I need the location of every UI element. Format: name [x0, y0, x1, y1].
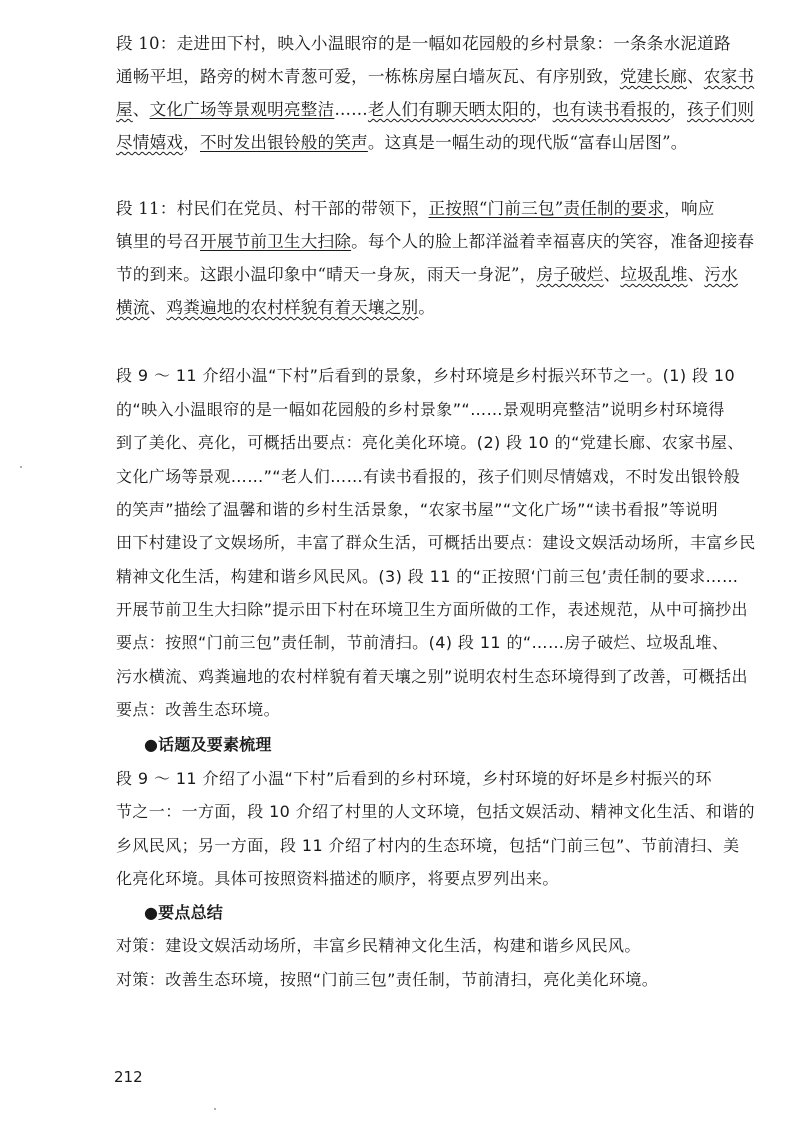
- summary-line: 对策：改善生态环境，按照“门前三包”责任制，节前清扫，亮化美化环境。: [116, 970, 659, 989]
- wavy-underlined-text: 党建长廊: [619, 67, 687, 86]
- para10-line-3: [116, 100, 755, 120]
- analysis-line: 段 9 ～ 11 介绍小温“下村”后看到的景象，乡村环境是乡村振兴环节之一。(1) 段 10: [116, 366, 736, 385]
- analysis-line: 的笑声”描绘了温馨和谐的乡村生活景象，“农家书屋”“文化广场”“读书看报”等说明: [116, 500, 719, 519]
- para10-text: ，: [535, 100, 553, 119]
- section1-line: 节之一：一方面，段 10 介绍了村里的人文环境，包括文娱活动、精神文化生活、和谐的: [116, 802, 755, 821]
- analysis-line: 开展节前卫生大扫除”提示田下村在环境卫生方面所做的工作，表述规范，从中可摘抄出: [116, 600, 748, 619]
- para10-text: 通畅平坦，路旁的树木青葱可爱，一栋栋房屋白墙灰瓦、有序别致，: [116, 67, 620, 86]
- para10-text: ，: [670, 100, 688, 119]
- para11-text: 。每个人的脸上都洋溢着幸福喜庆的笑容，准备迎接春: [351, 232, 755, 251]
- analysis-line: 要点：改善生态环境。: [116, 700, 281, 719]
- section1-line: 乡风民风；另一方面，段 11 介绍了村内的生态环境，包括“门前三包”、节前清扫、美: [116, 836, 740, 855]
- wavy-underlined-text: 农家书: [703, 67, 755, 86]
- wavy-underlined-text: 横流: [116, 298, 150, 317]
- underlined-text: 开展节前卫生大扫除: [199, 232, 352, 251]
- para11-text: 。: [418, 298, 436, 317]
- para11-text: 镇里的号召: [116, 232, 200, 251]
- para10-text: 、: [132, 100, 150, 119]
- para10-text: ，: [183, 133, 200, 152]
- analysis-line: 文化广场等景观……”“老人们……有读书看报的，孩子们则尽情嬉戏，不时发出银铃般: [116, 467, 741, 486]
- para11-text: 节的到来。这跟小温印象中“晴天一身灰，雨天一身泥”，: [116, 265, 537, 284]
- wavy-underlined-text: 老人们有聊天晒太阳的: [367, 100, 536, 119]
- wavy-underlined-text: 房子破烂: [536, 265, 604, 284]
- scan-speck: [214, 1108, 216, 1110]
- wavy-underlined-text: 孩子们则: [687, 100, 755, 119]
- para10-text: 段 10：走进田下村，映入小温眼帘的是一幅如花园般的乡村景象：一条条水泥道路: [116, 34, 731, 53]
- section-heading-text: 话题及要素梳理: [158, 735, 272, 754]
- section-heading-text: 要点总结: [158, 903, 223, 922]
- para10-line-2: [116, 67, 755, 87]
- analysis-line: 到了美化、亮化，可概括出要点：亮化美化环境。(2) 段 10 的“党建长廊、农家书屋、: [116, 433, 744, 452]
- page-number: 212: [114, 1068, 143, 1086]
- para10-line-1: [116, 34, 731, 54]
- para10-text: 、: [687, 67, 704, 86]
- para11-line-2: [116, 232, 755, 252]
- para11-line-3: [116, 265, 738, 285]
- para11-text: 、: [149, 298, 167, 317]
- wavy-underlined-text: 垃圾乱堆: [620, 265, 688, 284]
- section1-line: 化亮化环境。具体可按照资料描述的顺序，将要点罗列出来。: [116, 869, 559, 888]
- section-heading-topic: [144, 735, 740, 755]
- para10-line-4: [116, 133, 712, 153]
- analysis-line: 精神文化生活，构建和谐乡风民风。(3) 段 11 的“正按照‘门前三包’责任制的要求……: [116, 567, 739, 586]
- para11-text: 、: [687, 265, 705, 284]
- para10-text: ……: [334, 100, 368, 119]
- analysis-line: 田下村建设了文娱场所，丰富了群众生活，可概括出要点：建设文娱活动场所，丰富乡民: [116, 533, 756, 552]
- underlined-text: 文化广场等景观明亮整洁: [149, 100, 335, 119]
- underlined-text: 不时发出银铃般的笑声: [199, 133, 368, 152]
- underlined-text: 正按照“门前三包”责任制的要求: [428, 199, 665, 218]
- para11-text: ，响应: [664, 199, 715, 218]
- bullet-icon: ●: [144, 735, 159, 754]
- analysis-line: 要点：按照“门前三包”责任制，节前清扫。(4) 段 11 的“……房子破烂、垃圾乱堆、: [116, 633, 729, 652]
- bullet-icon: ●: [144, 903, 159, 922]
- section1-line: 段 9 ～ 11 介绍了小温“下村”后看到的乡村环境，乡村环境的好坏是乡村振兴的环: [116, 769, 712, 788]
- wavy-underlined-text: 尽情嬉戏: [116, 133, 184, 152]
- analysis-line: 污水横流、鸡粪遍地的农村样貌有着天壤之别”说明农村生态环境得到了改善，可概括出: [116, 667, 748, 686]
- wavy-underlined-text: 污水: [704, 265, 738, 284]
- para11-text: 、: [603, 265, 621, 284]
- para10-text: 。这真是一幅生动的现代版“富春山居图”。: [367, 133, 688, 152]
- wavy-underlined-text: 鸡粪遍地的农村样貌有着天壤之别: [166, 298, 419, 317]
- para11-text: 段 11：村民们在党员、村干部的带领下，: [116, 199, 429, 218]
- summary-line: 对策：建设文娱活动场所，丰富乡民精神文化生活，构建和谐乡风民风。: [116, 936, 641, 955]
- wavy-underlined-text: 也有读书看报的: [552, 100, 671, 119]
- scan-speck: [20, 466, 22, 468]
- analysis-line: 的“映入小温眼帘的是一幅如花园般的乡村景象”“……景观明亮整洁”说明乡村环境得: [116, 400, 725, 419]
- wavy-underlined-text: 屋: [116, 100, 133, 119]
- para11-line-1: [116, 199, 715, 219]
- section-heading-summary: [144, 903, 740, 923]
- para11-line-4: [116, 298, 712, 318]
